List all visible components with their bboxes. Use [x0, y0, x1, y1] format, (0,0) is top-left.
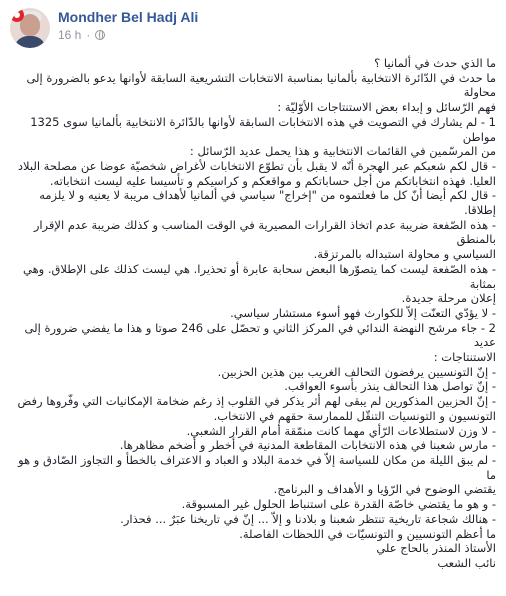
- post-line: يقتضي الوضوح في الرّؤيا و الأهداف و البرنامج.: [273, 482, 496, 497]
- post-line: - و هو ما يقتضي خاصّة القدرة على استنباط الحلول غير المسبوقة.: [181, 497, 496, 512]
- globe-icon[interactable]: [95, 30, 105, 40]
- post-line: - مارس شعبنا في هذه الانتخابات المقاطعة المدنية في أخطر و أضخم مظاهرها.: [119, 438, 496, 453]
- post-line: الاستنتاجات :: [433, 350, 496, 365]
- post-line: - هنالك شجاعة تاريخية تنتظر شعبنا و بلادنا و إلاّ ... إنّ في تاريخنا عبَرٌ ... فحذار.: [120, 511, 496, 526]
- post-line: - إنّ الحزبين المذكورين لم يبقى لهم أثر يذكر في القلوب إذ رغم ضخامة الإمكانيات التي وفّروها رفض: [17, 394, 496, 409]
- post-line: السياسي و محاولة استبداله بالمرتزقة.: [313, 247, 496, 262]
- signature-line: الأستاذ المنذر بالحاج علي: [376, 541, 496, 556]
- post-line: إعلان مرحلة جديدة.: [401, 291, 496, 306]
- post-line: - لا وزن لاستطلاعات الرّأي مهما كانت منمّقة أمام القرار الشعبي.: [186, 423, 496, 438]
- author-name[interactable]: Mondher Bel Hadj Ali: [58, 9, 199, 25]
- post-line: ما الذي حدث في ألمانيا ؟: [374, 56, 496, 70]
- post-line: 2 - جاء مرشح النهضة الندائي في المركز الثاني و تحصّل على 246 صوتا و هذا ما يفضي ضرورة إلى عديد: [24, 320, 496, 350]
- post-body: [0, 50, 506, 571]
- post-line: العليا. فهذه انتخاباتكم من أجل حساباتكم و مواقعكم و كراسيكم و تأسيسا عليه ليست انتخاباته.: [49, 173, 496, 188]
- post-line: التونسيون و التونسيات التنقّل للممارسة حقهم في الانتخاب.: [213, 408, 496, 423]
- flag-badge-icon: [10, 8, 24, 22]
- post-line: ما حدث في الدّائرة الانتخابية بألمانيا بمناسبة الانتخابات التشريعية السابقة لأوانها يدعو بالضرورة إلى محاولة: [26, 70, 496, 100]
- avatar[interactable]: [10, 8, 50, 48]
- post-line: - قال لكم أيضا أنّ كل ما فعلتموه من "إخراج" سياسي في ألمانيا لأهداف مريبة لا يعنيه و لا يلزمه إطلاقا.: [39, 188, 496, 218]
- post-meta: [58, 8, 198, 41]
- post-line: - هذه الصّفعة ضريبة عدم اتخاذ القرارات المصيرية في الوقت المناسب و كذلك ضريبة عدم الإقرار بالمنطق: [33, 217, 496, 247]
- post-line: من المرسّمين في القائمات الانتخابية و هذا يحمل عديد الرّسائل :: [189, 144, 496, 159]
- post-line: ما أعظم التونسيين و التونسيّات في اللحظات الفاصلة.: [239, 526, 496, 541]
- separator-dot: ·: [86, 28, 91, 42]
- post-line: - لا يؤدّي التعنّت إلاّ للكوارث فهو أسوء مستشار سياسي.: [230, 305, 496, 320]
- post-timestamp[interactable]: 16 h: [58, 28, 82, 42]
- post-line: - هذه الصّفعة ليست كما يتصوّرها البعض سحابة عابرة أو تحذيرا. هي ليست كذلك على الإطلاق. وهي بمثابة: [23, 261, 496, 291]
- post-line: - لم يبق الليلة من مكان للسياسة إلاّ في خدمة البلاد و العباد و الاعتراف بالخطأ و التجاوز الصّادق و هو ما: [18, 452, 496, 482]
- post-line: - إنّ تواصل هذا التحالف ينذر بأسوء العواقب.: [284, 379, 496, 394]
- signature-title: نائب الشعب: [437, 555, 496, 570]
- post-line: فهم الرّسائل و إبداء بعض الاستنتاجات الأوّليّة :: [277, 100, 496, 115]
- post-line: 1 - لم يشارك في التصويت في هذه الانتخابات السابقة لأوانها بالدّائرة الانتخابية بألمانيا سوى 1325 مواطن: [30, 114, 496, 144]
- post-header: [0, 0, 506, 50]
- post-line: - قال لكم شعبكم عبر الهجرة أنّه لا يقبل بأن تطوّع الانتخابات لأغراض شخصيّة عوضا عن مصلحة البلاد: [17, 158, 496, 173]
- avatar-body: [14, 36, 46, 48]
- post-subline: [58, 29, 198, 41]
- post-line: - إنّ التونسيين يرفضون التحالف الغريب بين هذين الحزبين.: [217, 364, 496, 379]
